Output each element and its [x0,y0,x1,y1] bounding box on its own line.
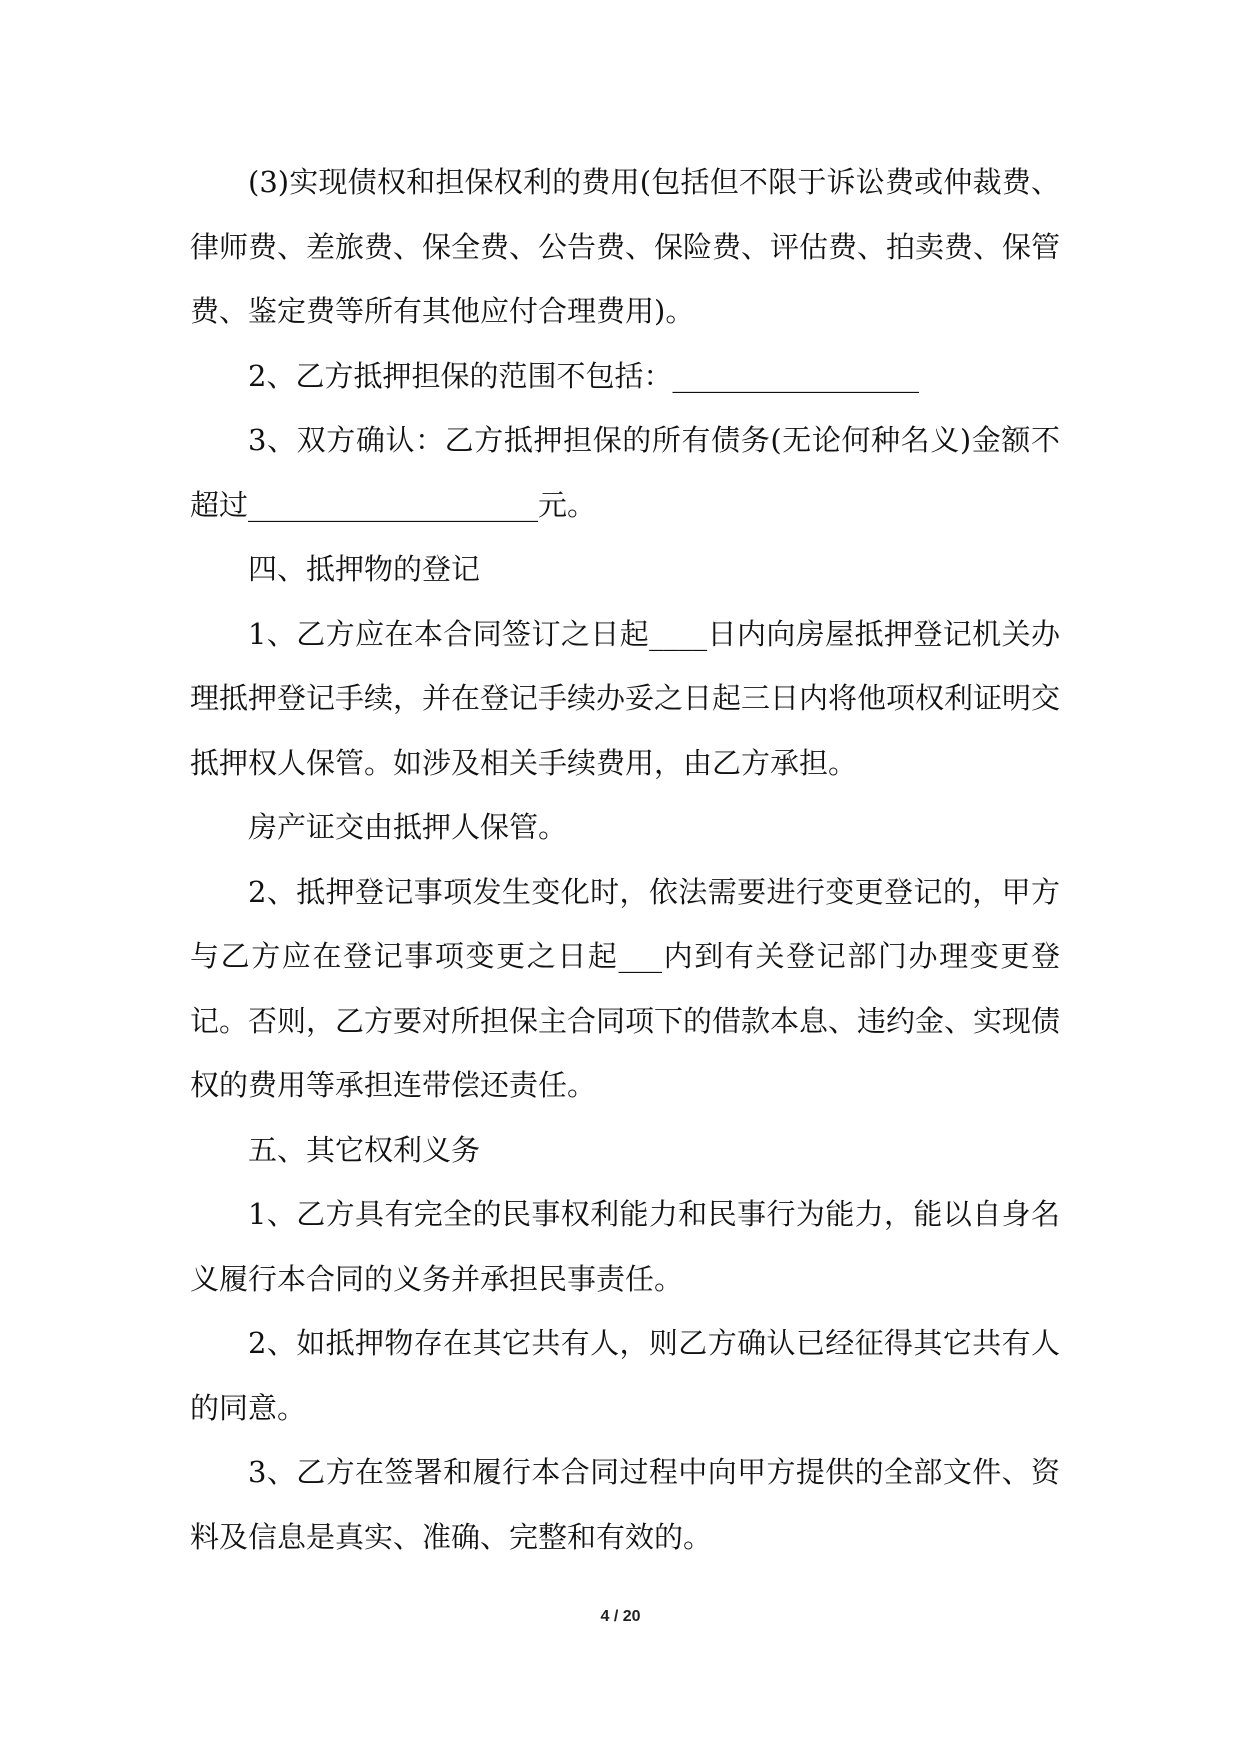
paragraph-certificate-custody: 房产证交由抵押人保管。 [248,810,568,844]
paragraph-civil-capacity: 1、乙方具有完全的民事权利能力和民事行为能力，能以自身名义履行本合同的义务并承担民事责任。 [190,1197,1060,1296]
paragraph-amount-cap: 3、双方确认：乙方抵押担保的所有债务(无论何种名义)金额不超过____________________元。 [190,423,1060,522]
paragraph-scope-exclusion: 2、乙方抵押担保的范围不包括：_________________ [248,358,919,393]
paragraph-co-owner-consent: 2、如抵押物存在其它共有人，则乙方确认已经征得其它共有人的同意。 [190,1326,1060,1425]
paragraph-registration-deadline: 1、乙方应在本合同签订之日起____日内向房屋抵押登记机关办理抵押登记手续，并在登记手续办妥之日起三日内将他项权利证明交抵押权人保管。如涉及相关手续费用，由乙方承担。 [190,616,1061,780]
section-heading-registration: 四、抵押物的登记 [248,552,481,586]
page-number: 4 / 20 [600,1608,641,1625]
section-heading-other-rights: 五、其它权利义务 [248,1132,481,1167]
paragraph-expense-clause: (3)实现债权和担保权利的费用(包括但不限于诉讼费或仲裁费、律师费、差旅费、保全费、公告费、保险费、评估费、拍卖费、保管费、鉴定费等所有其他应付合理费用)。 [190,165,1061,328]
paragraph-registration-change: 2、抵押登记事项发生变化时，依法需要进行变更登记的，甲方与乙方应在登记事项变更之日起___内到有关登记部门办理变更登记。否则，乙方要对所担保主合同项下的借款本息、违约金、实现债权的费用等承担连带偿还责任。 [190,874,1061,1102]
document-body [190,150,1060,1569]
paragraph-information-accuracy: 3、乙方在签署和履行本合同过程中向甲方提供的全部文件、资料及信息是真实、准确、完整和有效的。 [190,1455,1060,1554]
